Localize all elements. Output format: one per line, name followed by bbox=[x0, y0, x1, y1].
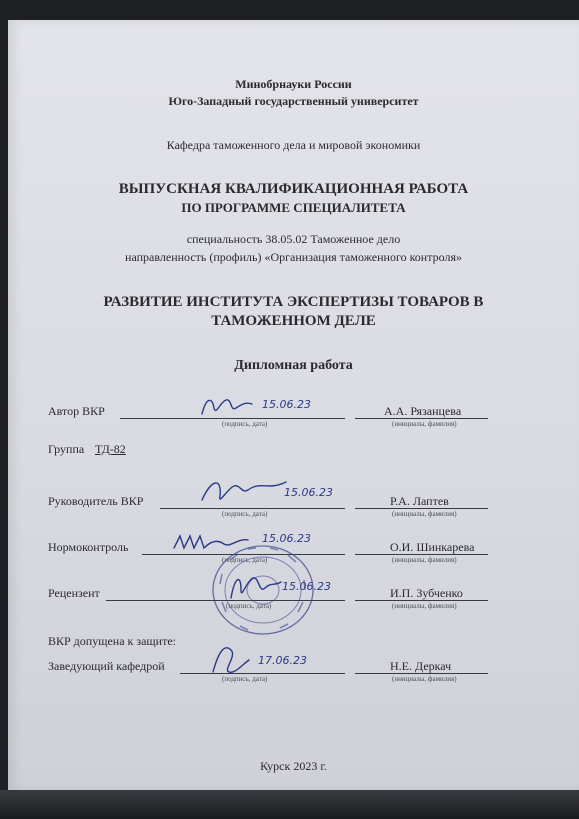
head-caption-name: (инициалы, фамилия) bbox=[392, 675, 457, 683]
desk-background bbox=[0, 790, 579, 819]
supervisor-caption-signature: (подпись, дата) bbox=[222, 510, 268, 518]
head-sign-date: 17.06.23 bbox=[258, 654, 307, 667]
work-type-line2: ПО ПРОГРАММЕ СПЕЦИАЛИТЕТА bbox=[181, 200, 406, 215]
department-name: Кафедра таможенного дела и мировой экономики bbox=[166, 138, 421, 152]
author-signature bbox=[196, 392, 256, 420]
author-name: А.А. Рязанцева bbox=[384, 404, 462, 418]
group-value: ТД-82 bbox=[95, 442, 126, 456]
supervisor-label: Руководитель ВКР bbox=[48, 494, 144, 508]
author-sign-date: 15.06.23 bbox=[262, 398, 311, 411]
head-caption-signature: (подпись, дата) bbox=[222, 675, 268, 683]
author-caption-signature: (подпись, дата) bbox=[222, 420, 268, 428]
group-label: Группа bbox=[48, 442, 85, 456]
reviewer-caption-signature: (подпись, дата) bbox=[226, 602, 272, 610]
reviewer-label: Рецензент bbox=[48, 586, 100, 600]
city-year: Курск 2023 г. bbox=[260, 759, 327, 773]
head-label: Заведующий кафедрой bbox=[48, 659, 165, 673]
supervisor-caption-name: (инициалы, фамилия) bbox=[392, 510, 457, 518]
supervisor-signature bbox=[198, 476, 288, 510]
normcontrol-name: О.И. Шинкарева bbox=[390, 540, 475, 554]
supervisor-sign-date: 15.06.23 bbox=[284, 486, 333, 499]
reviewer-signature bbox=[225, 570, 285, 604]
admission-label: ВКР допущена к защите: bbox=[48, 634, 176, 648]
thesis-kind: Дипломная работа bbox=[234, 358, 353, 373]
reviewer-caption-name: (инициалы, фамилия) bbox=[392, 602, 457, 610]
thesis-title-line2: ТАМОЖЕННОМ ДЕЛЕ bbox=[211, 313, 376, 329]
author-caption-name: (инициалы, фамилия) bbox=[392, 420, 457, 428]
normcontrol-caption-name: (инициалы, фамилия) bbox=[392, 556, 457, 564]
normcontrol-caption-signature: (подпись, дата) bbox=[222, 556, 268, 564]
ministry-name: Минобрнауки России bbox=[235, 77, 352, 91]
normcontrol-sign-date: 15.06.23 bbox=[262, 532, 311, 545]
supervisor-name: Р.А. Лаптев bbox=[390, 494, 449, 508]
work-type-line1: ВЫПУСКНАЯ КВАЛИФИКАЦИОННАЯ РАБОТА bbox=[118, 181, 469, 197]
author-label: Автор ВКР bbox=[48, 404, 105, 418]
head-signature bbox=[205, 640, 255, 678]
head-name: Н.Е. Деркач bbox=[390, 659, 452, 673]
reviewer-name: И.П. Зубченко bbox=[390, 586, 463, 600]
university-name: Юго-Западный государственный университет bbox=[168, 94, 419, 108]
specialty: специальность 38.05.02 Таможенное дело bbox=[186, 232, 401, 246]
profile: направленность (профиль) «Организация таможенного контроля» bbox=[125, 250, 462, 264]
normcontrol-label: Нормоконтроль bbox=[48, 540, 129, 554]
thesis-title-line1: РАЗВИТИЕ ИНСТИТУТА ЭКСПЕРТИЗЫ ТОВАРОВ В bbox=[103, 294, 484, 310]
reviewer-sign-date: 15.06.23 bbox=[282, 580, 331, 593]
